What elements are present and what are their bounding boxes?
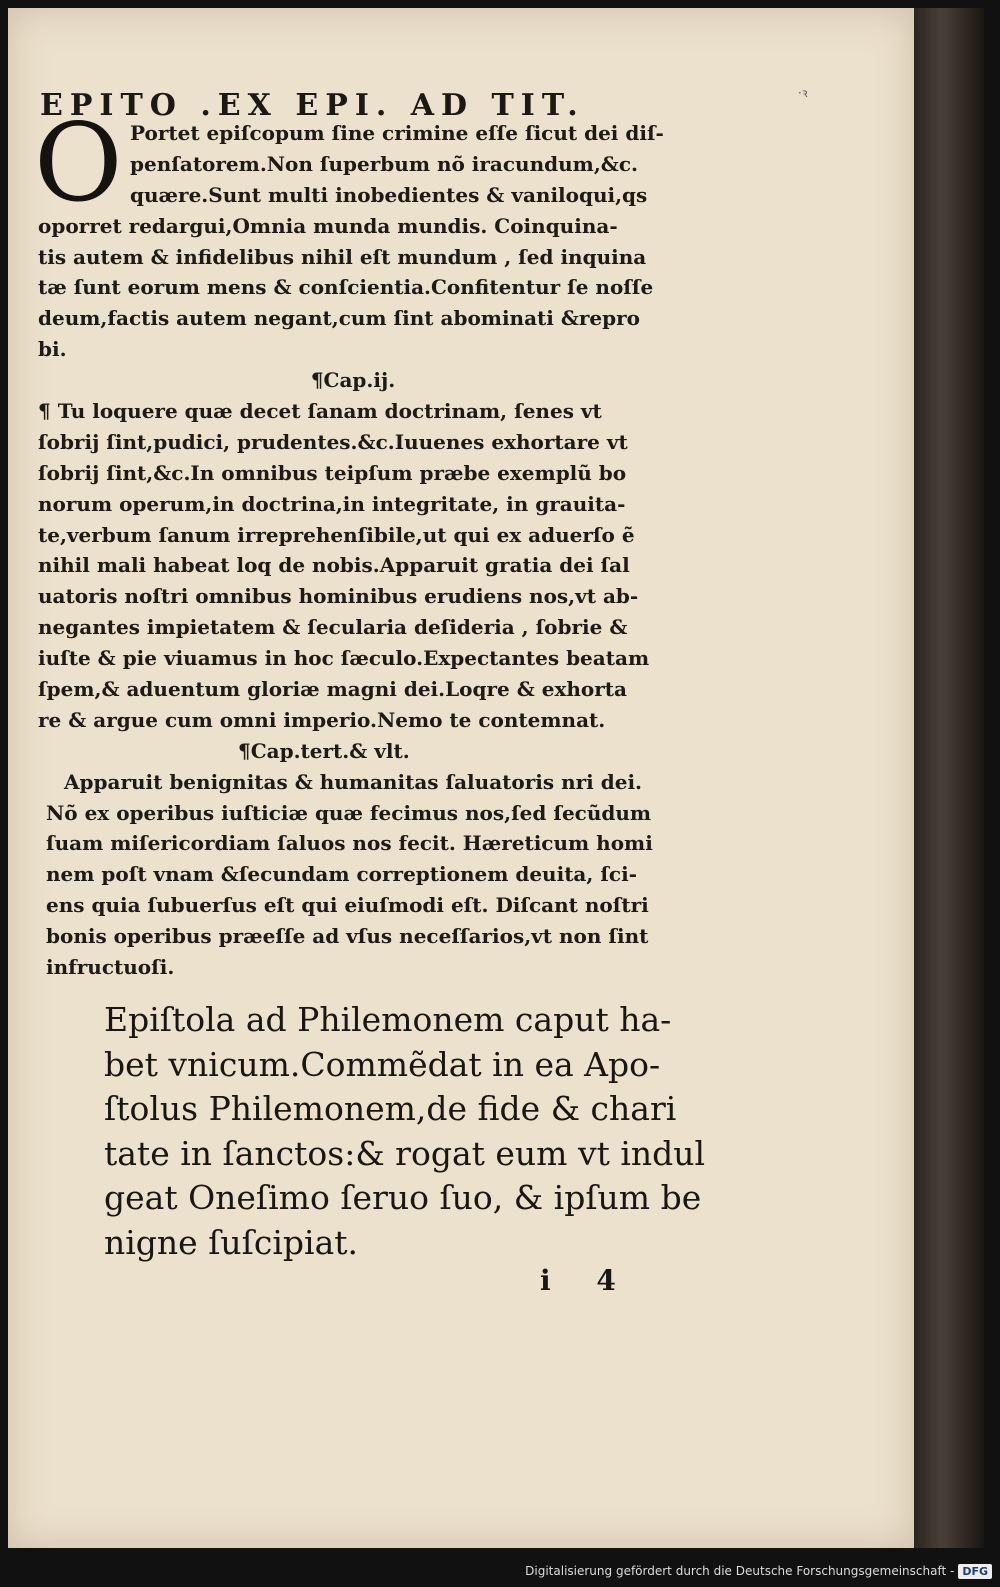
- text-line: ſobrij ſint,&c.In omnibus teipſum præbe exemplũ bo: [38, 460, 627, 485]
- chapter-heading: ¶Cap.ij.: [310, 368, 396, 393]
- running-head: EPITO .EX EPI. AD TIT.: [40, 88, 585, 123]
- text-line: negantes impietatem & ſecularia deſideria , ſobrie &: [38, 615, 628, 640]
- digitization-footer: [525, 1559, 992, 1583]
- text-line: Nõ ex operibus iuſticiæ quæ fecimus nos,ſed ſecũdum: [46, 800, 652, 825]
- text-line: nigne ſuſcipiat.: [104, 1222, 359, 1262]
- dfg-logo: DFG: [958, 1564, 992, 1579]
- text-line: ſpem,& aduentum gloriæ magni dei.Loqre & exhorta: [38, 677, 628, 702]
- text-line: nihil mali habeat loq de nobis.Apparuit gratia dei ſal: [38, 553, 630, 578]
- chapter-heading: ¶Cap.tert.& vlt.: [238, 738, 410, 763]
- philemon-summary: [104, 998, 744, 1265]
- text-line: norum operum,in doctrina,in integritate, in grauita-: [38, 491, 626, 516]
- text-line: uatoris noſtri omnibus hominibus erudiens nos,vt ab-: [38, 584, 639, 609]
- text-line: tate in ſanctos:& rogat eum vt indul: [104, 1133, 706, 1173]
- text-line: Apparuit benignitas & humanitas ſaluatoris nri dei.: [64, 769, 642, 794]
- text-line: penſatorem.Non ſuperbum nõ iracundum,&c.: [130, 151, 638, 176]
- text-line: Portet epiſcopum ſine crimine eſſe ſicut dei diſ-: [130, 121, 664, 145]
- text-line: quære.Sunt multi inobedientes & vaniloqui,qs: [130, 182, 648, 207]
- text-line: ſtolus Philemonem,de fide & chari: [104, 1089, 677, 1128]
- text-line: deum,factis autem negant,cum ſint abominati &repro: [38, 306, 641, 331]
- text-line: re & argue cum omni imperio.Nemo te contemnat.: [38, 707, 606, 732]
- footer-credit: Digitalisierung gefördert durch die Deutsche Forschungsgemeinschaft -: [525, 1564, 955, 1578]
- main-text-block: [38, 118, 728, 983]
- text-line: tis autem & infidelibus nihil eſt mundum , ſed inquina: [38, 244, 647, 269]
- text-line: oporret redargui,Omnia munda mundis. Coinquina-: [38, 213, 618, 238]
- text-line: iuſte & pie viuamus in hoc ſæculo.Expectantes beatam: [38, 646, 650, 671]
- text-line: geat Oneſimo ſeruo ſuo, & ipſum be: [104, 1178, 702, 1217]
- marginal-mark: ·ꝛ: [798, 86, 808, 100]
- drop-cap-initial: O: [34, 101, 123, 226]
- text-line: ſobrij ſint,pudici, prudentes.&c.Iuuenes exhortare vt: [38, 429, 628, 454]
- text-line: nem poſt vnam &ſecundam correptionem deuita, ſci-: [46, 862, 637, 887]
- text-line: tæ ſunt eorum mens & conſcientia.Confitentur ſe noſſe: [38, 275, 654, 300]
- signature-mark: i 4: [540, 1264, 634, 1297]
- text-line: infructuoſi.: [46, 955, 175, 980]
- text-line: ſuam miſericordiam ſaluos nos fecit. Hæreticum homi: [46, 831, 653, 856]
- text-line: bet vnicum.Commẽdat in ea Apo-: [104, 1044, 661, 1084]
- text-line: ¶ Tu loquere quæ decet ſanam doctrinam, ſenes vt: [38, 399, 602, 424]
- page-edge-shadow: [914, 8, 984, 1548]
- text-line: ens quia ſubuerſus eſt qui eiuſmodi eſt. Diſcant noſtri: [46, 893, 649, 918]
- text-line: bonis operibus præeſſe ad vſus neceſſarios,vt non ſint: [46, 924, 649, 949]
- text-line: Epiſtola ad Philemonem caput ha-: [104, 1000, 672, 1039]
- text-line: te,verbum ſanum irreprehenſibile,ut qui ex aduerſo ẽ: [38, 522, 635, 547]
- text-line: bi.: [38, 337, 67, 362]
